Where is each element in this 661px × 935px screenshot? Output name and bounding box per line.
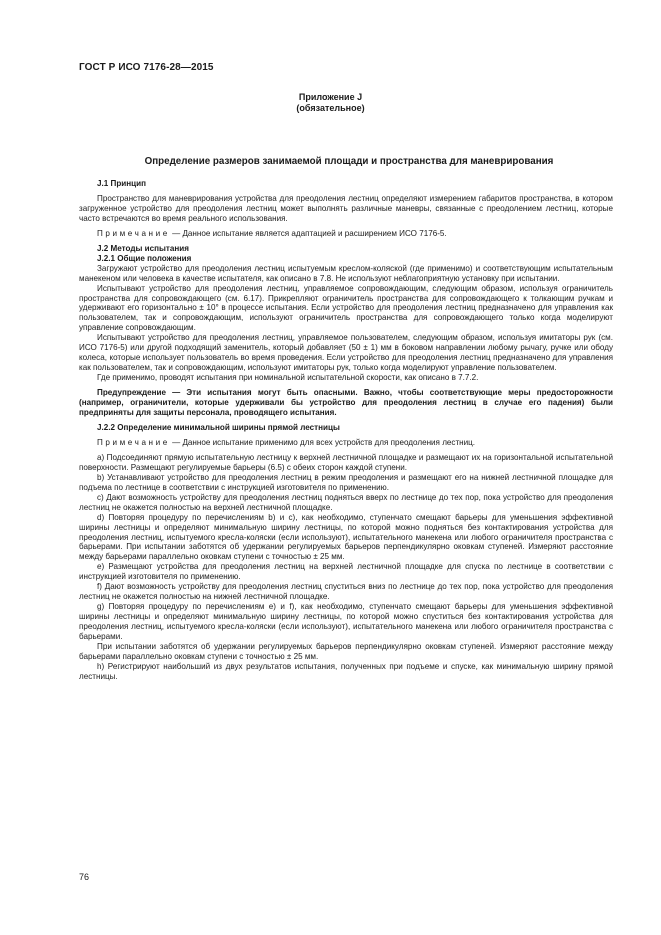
heading-j2: J.2 Методы испытания — [97, 243, 189, 253]
note-label: Примечание — [97, 228, 170, 238]
paragraph: Пространство для маневрирования устройства для преодоления лестниц определяют измерением габаритов пространства, в котором загруженное устройство для преодоления лестниц может выполнять различные маневры, связанные с преодолением лестниц, которые часто встречаются во время реального использования. — [79, 193, 613, 223]
list-item-c: c) Дают возможность устройству для преодоления лестниц подняться вверх по лестнице до тех пор, пока устройство для преодоления лестниц не окажется полностью на верхней лестничной площадке. — [79, 492, 613, 512]
note-label: Примечание — [97, 437, 170, 447]
heading-j22: J.2.2 Определение минимальной ширины прямой лестницы — [97, 422, 340, 432]
section-title: Определение размеров занимаемой площади и пространства для маневрирования — [144, 156, 554, 167]
list-item-e: e) Размещают устройства для преодоления лестниц на верхней лестничной площадке для спуска по лестнице в соответствии с инструкцией изготовителя по применению. — [79, 562, 613, 582]
list-item-f: f) Дают возможность устройству для преодоления лестниц спуститься вниз по лестнице до тех пор, пока устройство для преодоления лестниц не окажется полностью на нижней лестничной площадке. — [79, 582, 613, 602]
heading-j21: J.2.1 Общие положения — [97, 253, 192, 263]
note — [79, 229, 613, 239]
list-item-h: h) Регистрируют наибольший из двух результатов испытания, полученных при подъеме и спуске, как минимальную ширину прямой лестницы. — [79, 661, 613, 681]
paragraph: Где применимо, проводят испытания при номинальной испытательной скорости, как описано в 7.7.2. — [97, 373, 479, 383]
heading-j1: J.1 Принцип — [97, 179, 146, 188]
paragraph: Загружают устройство для преодоления лестниц испытуемым креслом-коляской (где применимо) и соответствующим испытательным манекеном или человека в качестве испытателя, как описано в 7.8. Не используют неблагоприятную установку при испытании. — [79, 263, 613, 283]
annex-title: Приложение J — [298, 92, 363, 102]
page-number: 76 — [79, 872, 90, 882]
standard-header: ГОСТ Р ИСО 7176-28—2015 — [79, 62, 214, 73]
note — [79, 438, 613, 448]
list-item-b: b) Устанавливают устройство для преодоления лестниц в режим преодоления и размещают его на нижней лестничной площадке для подъема по лестнице в соответствии с инструкцией изготовителя по применению. — [79, 472, 613, 492]
document-body — [79, 179, 613, 682]
annex-heading — [0, 92, 661, 114]
list-item-g: g) Повторяя процедуру по перечислениям e) и f), как необходимо, ступенчато смещают барьеры для уменьшения эффективной ширины лестницы и определяют минимальную ширину лестницы, по которой можно спуститься без контактирования устройства для преодоления лестниц, испытуемого кресла-коляски (если используют), испытательного манекена или любого ограничителя пространства с барьерами. — [79, 602, 613, 642]
note-text: — Данное испытание является адаптацией и расширением ИСО 7176-5. — [169, 228, 447, 238]
list-item-a: а) Подсоединяют прямую испытательную лестницу к верхней лестничной площадке и размещают их на горизонтальной испытательной поверхности. Размещают регулируемые барьеры (6.5) с обеих сторон каждой ступени. — [79, 452, 613, 472]
list-item-d: d) Повторяя процедуру по перечислениям b) и c), как необходимо, ступенчато смещают барьеры для уменьшения эффективной ширины лестницы и определяют минимальную ширину лестницы, по которой можно подняться без контактирования устройства для преодоления лестниц, испытуемого кресла-коляски (если используют), испытательного манекена или любого ограничителя пространства с барьерами. При испытании заботятся об удержании регулируемых барьеров перпендикулярно оковкам ступеней. Измеряют расстояние между барьерами параллельно оковкам ступени с точностью ± 25 мм. — [79, 512, 613, 562]
annex-status: (обязательное) — [296, 103, 365, 113]
warning-paragraph: Предупреждение — Эти испытания могут быть опасными. Важно, чтобы соответствующие меры предосторожности (например, ограничители, которые удерживали бы устройство для преодоления лестниц в случае его падения) были предприняты для защиты персонала, проводящего испытания. — [79, 388, 613, 418]
paragraph: Испытывают устройство для преодоления лестниц, управляемое сопровождающим, следующим образом, используя ограничитель пространства для сопровождающего (см. 6.17). Прикрепляют ограничитель пространства для сопровождающего к толкающим ручкам и удерживают его горизонтально ± 10° в процессе испытания. Если устройство для преодоления лестниц предназначено для управления как пользователем, так и сопровождающим, используют ограничитель пространства для сопровождающего только когда моделируют управление сопровождающим. — [79, 283, 613, 333]
paragraph: При испытании заботятся об удержании регулируемых барьеров перпендикулярно оковкам ступеней. Измеряют расстояние между барьерами параллельно оковкам ступени с точностью ± 25 мм. — [79, 641, 613, 661]
note-text: — Данное испытание применимо для всех устройств для преодоления лестниц. — [169, 437, 476, 447]
paragraph: Испытывают устройство для преодоления лестниц, управляемое пользователем, следующим образом, используя имитаторы рук (см. ИСО 7176-5) или другой подходящий заменитель, который добавляет (50 ± 1) мм в боковом направлении любому рычагу, ручке или ободу колеса, которые использует пользователь во время проведения. Если устройство для преодоления лестниц предназначено для управления как пользователем, так и сопровождающим, используют имитаторы рук, только когда моделируют управление пользователем. — [79, 333, 613, 373]
